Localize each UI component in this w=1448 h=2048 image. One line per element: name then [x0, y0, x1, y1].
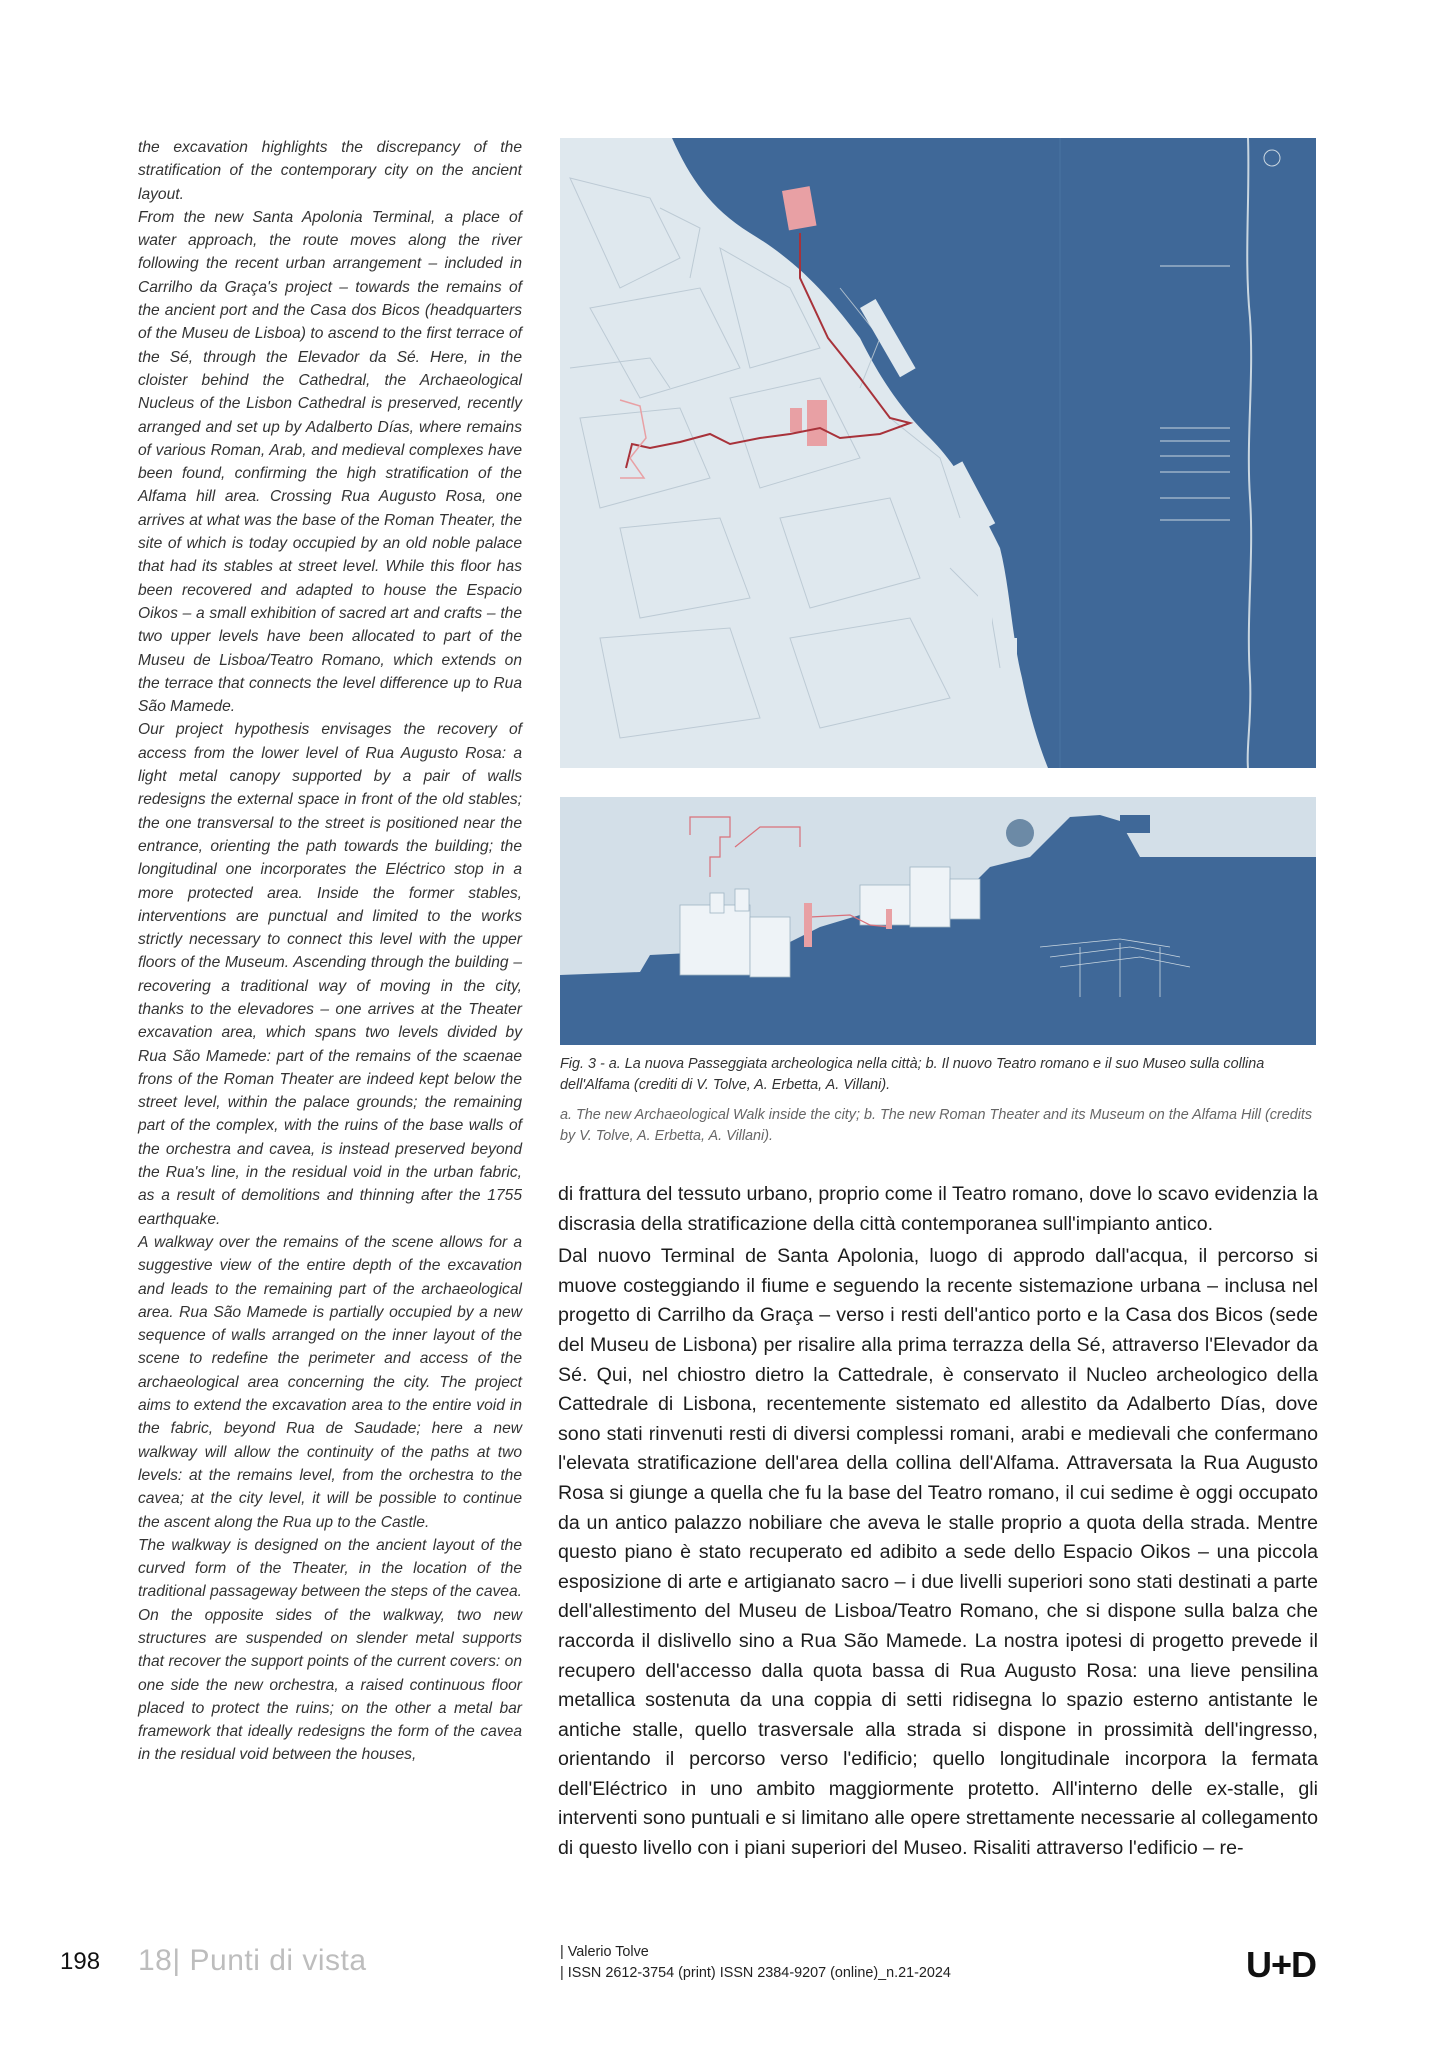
map-illustration: [560, 138, 1316, 768]
figure-section-roman-theater: [560, 797, 1316, 1045]
left-paragraph: The walkway is designed on the ancient layout of the curved form of the Theater, in the location of the traditional passageway between the steps of the cavea. On the opposite sides of the walkway, two new structures are suspended on slender metal supports that recover the support points of the current covers: on one side the new orchestra, a raised continuous floor placed to protect the ruins; on the other a metal bar framework that ideally redesigns the form of the cavea in the residual void between the houses,: [138, 1536, 522, 1764]
left-paragraph: Our project hypothesis envisages the recovery of access from the lower level of Rua Augusto Rosa: a light metal canopy supported by a pair of walls redesigns the external space in front of the old stables; the one transversal to the street is positioned near the entrance, orienting the path towards the building; the longitudinal one incorporates the Eléctrico stop in a more protected area. Inside the former stables, interventions are punctual and limited to the works strictly necessary to connect this level with the upper floors of the Museum. Ascending through the building – recovering a traditional way of moving in the city, thanks to the elevadores – one arrives at the Theater excavation area, which spans two levels divided by Rua São Mamede: part of the remains of the scaenae frons of the Roman Theater are indeed kept below the street level, within the palace grounds; the remaining part of the complex, with the ruins of the base walls of the orchestra and cavea, is instead preserved beyond the Rua's line, in the residual void in the urban fabric, as a result of demolitions and thinning after the 1755 earthquake.: [138, 721, 522, 1228]
right-paragraph: Dal nuovo Terminal de Santa Apolonia, luogo di approdo dall'acqua, il percorso si muove costeggiando il fiume e seguendo la recente sistemazione urbana – inclusa nel progetto di Carrilho da Graça – verso i resti dell'antico porto e la Casa dos Bicos (sede del Museu de Lisbona) per risalire alla prima terrazza della Sé, attraverso l'Elevador da Sé. Qui, nel chiostro dietro la Cattedrale, è conservato il Nucleo archeologico della Cattedrale di Lisbona, recentemente sistemato ed allestito da Adalberto Días, dove sono stati rinvenuti resti di diversi complessi romani, arabi e medievali che confermano l'elevata stratificazione dell'area della collina dell'Alfama. Attraversata la Rua Augusto Rosa si giunge a quella che fu la base del Teatro romano, il cui sedime è oggi occupato da un antico palazzo nobiliare che aveva le stalle proprio a quota della strada. Mentre questo piano è stato recuperato ed adibito a sede dello Espacio Oikos – una piccola esposizione di arte e artigianato sacro – i due livelli superiori sono stati destinati a parte dell'allestimento del Museu de Lisboa/Teatro Romano, che si dispone sulla balza che raccorda il dislivello sino a Rua São Mamede. La nostra ipotesi di progetto prevede il recupero dell'accesso dalla quota bassa di Rua Augusto Rosa: una lieve pensilina metallica sostenuta da una coppia di setti ridisegna lo spazio esterno antistante le antiche stalle, quello trasversale alla strada si dispone in prossimità dell'ingresso, orientando il percorso verso l'edificio; quello longitudinale incorpora la fermata dell'Eléctrico in uno ambito maggiormente protetto. All'interno delle ex-stalle, gli interventi sono puntuali e si limitano alle opere strettamente necessarie al collegamento di questo livello con i piani superiori del Museo. Risaliti attraverso l'edificio – re-: [558, 1245, 1318, 1860]
publication-info: [560, 1942, 951, 1984]
page-number: 198: [60, 1948, 101, 1975]
right-column-text: [558, 1180, 1318, 1867]
right-paragraph: di frattura del tessuto urbano, proprio come il Teatro romano, dove lo scavo evidenzia la discrasia della stratificazione della città contemporanea sull'impianto antico.: [558, 1183, 1318, 1235]
figure-caption-italian: Fig. 3 - a. La nuova Passeggiata archeologica nella città; b. Il nuovo Teatro romano e il suo Museo sulla collina dell'Alfama (crediti di V. Tolve, A. Erbetta, A. Villani).: [560, 1056, 1265, 1093]
section-illustration: [560, 797, 1316, 1045]
left-paragraph: A walkway over the remains of the scene allows for a suggestive view of the entire depth of the excavation and leads to the remaining part of the archaeological area. Rua São Mamede is partially occupied by a new sequence of walls arranged on the inner layout of the scene to redefine the perimeter and access of the archaeological area concerning the city. The project aims to extend the excavation area to the entire void in the fabric, beyond Rua de Saudade; here a new walkway will allow the continuity of the paths at two levels: at the remains level, from the orchestra to the cavea; at the city level, it will be possible to continue the ascent along the Rua up to the Castle.: [138, 1233, 522, 1531]
issn-line: | ISSN 2612-3754 (print) ISSN 2384-9207 (online)_n.21-2024: [560, 1965, 951, 1981]
figure-caption-english: a. The new Archaeological Walk inside the city; b. The new Roman Theater and its Museum on the Alfama Hill (credits by V. Tolve, A. Erbetta, A. Villani).: [560, 1107, 1313, 1144]
journal-logo: U+D: [1246, 1944, 1317, 1985]
left-column-text: [138, 136, 522, 1767]
left-paragraph: From the new Santa Apolonia Terminal, a place of water approach, the route moves along the river following the recent urban arrangement – included in Carrilho da Graça's project – towards the remains of the ancient port and the Casa dos Bicos (headquarters of the Museu de Lisboa) to ascend to the first terrace of the Sé, through the Elevador da Sé. Here, in the cloister behind the Cathedral, the Archaeological Nucleus of the Lisbon Cathedral is preserved, recently arranged and set up by Adalberto Días, where remains of various Roman, Arab, and medieval complexes have been found, confirming the high stratification of the Alfama hill area. Crossing Rua Augusto Rosa, one arrives at what was the base of the Roman Theater, the site of which is today occupied by an old noble palace that had its stables at street level. While this floor has been recovered and adapted to house the Espacio Oikos – a small exhibition of sacred art and crafts – the two upper levels have been allocated to part of the Museu de Lisboa/Teatro Romano, which extends on the terrace that connects the level difference up to Rua São Mamede.: [138, 208, 522, 716]
figure-map-archaeological-walk: [560, 138, 1316, 768]
author-line: | Valerio Tolve: [560, 1944, 649, 1960]
left-paragraph: the excavation highlights the discrepancy of the stratification of the contemporary city on the ancient layout.: [138, 139, 522, 203]
journal-section-title: 18| Punti di vista: [138, 1944, 367, 1977]
